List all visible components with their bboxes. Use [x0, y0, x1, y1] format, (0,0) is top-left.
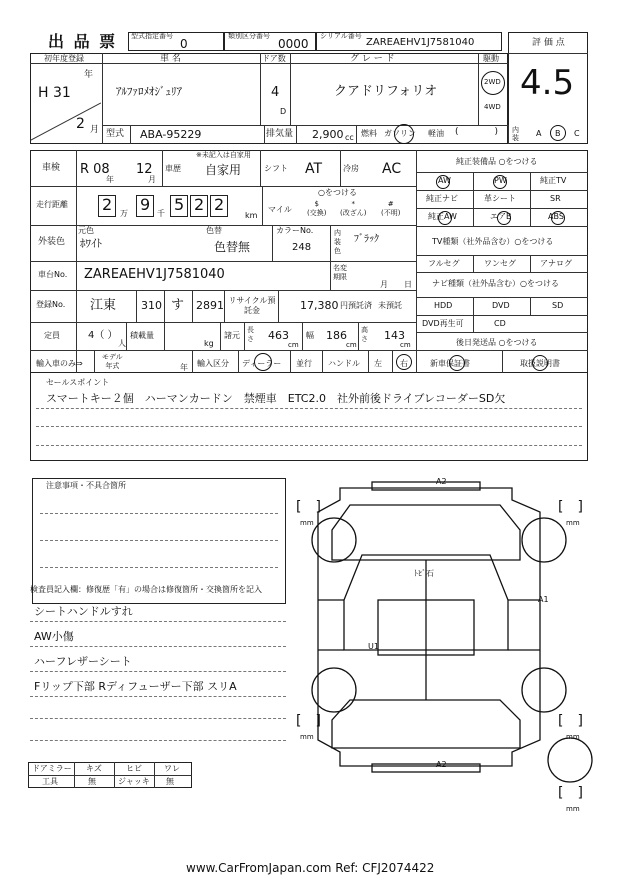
grade-label: グ レ ー ド	[350, 54, 395, 64]
mark-rear: A2	[436, 760, 447, 769]
tv-oneseg: ワンセグ	[484, 259, 516, 268]
car-name-label: 車 名	[160, 54, 181, 64]
model-year-label: モデル 年式	[102, 353, 123, 370]
height-unit: cm	[400, 341, 411, 349]
inspection-month: 12	[136, 162, 153, 177]
color-change-value: 色替無	[214, 240, 251, 254]
history-value: 自家用	[205, 163, 242, 177]
document-title: 出 品 票	[48, 32, 118, 51]
legend-value-4: 無	[166, 777, 174, 786]
displacement-label: 排気量	[266, 129, 294, 139]
drive-value: 2WD	[484, 78, 501, 86]
load-label: 積載量	[130, 331, 154, 340]
navi-title: ナビ種類（社外品含む）○をつける	[432, 279, 559, 288]
doors-label: ドア数	[262, 54, 286, 63]
first-reg-month: 2	[76, 116, 85, 132]
equip-pw: PW	[494, 176, 507, 185]
displacement-unit: cc	[345, 133, 354, 142]
interior-grade-c: C	[574, 129, 580, 138]
sen-unit: 千	[157, 209, 165, 218]
drive-label: 駆動	[483, 54, 499, 63]
mileage-flags-note: ○をつける	[318, 188, 357, 197]
model-code-value: 0	[180, 37, 188, 51]
tire-bracket-spare: [ ]	[558, 785, 583, 801]
handle-label: ハンドル	[328, 359, 360, 368]
reg-kana: す	[171, 298, 185, 313]
equip-airbag: エアB	[490, 212, 512, 221]
type-label: 型式	[106, 129, 125, 139]
width-unit: cm	[346, 341, 357, 349]
mark-front: A2	[436, 477, 447, 486]
note-line-1: シートハンドルすれ	[34, 605, 133, 618]
reg-number: 2891	[196, 299, 224, 312]
color-no-label: カラーNo.	[276, 226, 314, 235]
equip-sr: SR	[550, 194, 561, 203]
mile-label: マイル	[268, 205, 292, 214]
km-unit: km	[245, 211, 258, 220]
shift-value: AT	[305, 161, 323, 177]
tire-bracket-fl: [ ]	[296, 499, 321, 515]
chassis-value: ZAREAEHV1J7581040	[84, 267, 225, 282]
model-year-unit: 年	[180, 363, 188, 372]
inspection-label: 車検	[42, 163, 61, 173]
legend-value-3: ジャッキ	[118, 777, 150, 786]
legend-header-3: ヒビ	[126, 764, 142, 773]
equipment-title: 純正装備品 ○をつける	[456, 157, 538, 166]
mileage-digit-4: 2	[194, 195, 205, 214]
parallel-label: 並行	[296, 359, 312, 368]
tv-analog: アナログ	[540, 259, 572, 268]
mark-roof: ﾄﾋﾞ石	[414, 569, 434, 578]
color-label: 外装色	[38, 237, 66, 247]
sales-text: スマートキー２個 ハーマンカードン 禁煙車 ETC2.0 社外前後ドライブレコーダーSD欠	[46, 392, 506, 405]
interior-color-value: ﾌﾞﾗｯｸ	[354, 234, 379, 245]
recycle-label: リサイクル預託金	[228, 296, 276, 315]
equip-navi: 純正ナビ	[426, 194, 458, 203]
height-label: 高さ	[361, 326, 368, 343]
drive-alt: 4WD	[484, 103, 501, 111]
recycle-unpaid: 未預託	[378, 301, 402, 310]
mileage-digit-1: 2	[102, 195, 113, 214]
color-orig-label: 元色	[78, 226, 94, 235]
tire-mm-spare: mm	[566, 805, 580, 813]
name-change-label: 名変期限	[333, 264, 347, 281]
inspection-month-unit: 月	[148, 175, 156, 184]
inspection-year-unit: 年	[106, 175, 114, 184]
capacity-label: 定員	[44, 331, 60, 340]
class-code-label: 類別区分番号	[228, 32, 270, 40]
navi-sd: SD	[552, 301, 564, 310]
year-unit: 年	[84, 70, 94, 80]
navi-cd: CD	[494, 319, 506, 328]
dims-label: 諸元	[224, 331, 240, 340]
tire-mm-rr: mm	[566, 733, 580, 741]
interior-grade-a: A	[536, 129, 542, 138]
tire-mm-fr: mm	[566, 519, 580, 527]
tire-mm-rl: mm	[300, 733, 314, 741]
dealer-label: ディーラー	[242, 359, 282, 368]
diesel-label: 軽油	[428, 129, 444, 138]
equip-leather: 革シート	[484, 194, 516, 203]
load-unit: kg	[204, 339, 214, 348]
after-manual: 取扱説明書	[520, 359, 560, 368]
after-warranty: 新車保証書	[430, 359, 470, 368]
tv-fullseg: フルセグ	[428, 259, 460, 268]
mileage-digit-2: 9	[140, 195, 151, 214]
capacity-value: 4（ ）	[88, 330, 118, 341]
tire-bracket-fr: [ ]	[558, 499, 583, 515]
note-line-3: ハーフレザーシート	[34, 655, 132, 668]
length-unit: cm	[288, 341, 299, 349]
tamper-label: * (改ざん)	[340, 200, 367, 217]
grade-value: クアドリフォリオ	[334, 84, 438, 99]
serial-label: シリアル番号	[320, 32, 362, 40]
color-value: ﾎﾜｲﾄ	[80, 237, 102, 250]
navi-hdd: HDD	[434, 301, 453, 310]
serial-value: ZAREAEHV1J7581040	[366, 37, 475, 48]
interior-color-label: 内装色	[334, 229, 341, 255]
equip-abs: ABS	[548, 212, 564, 221]
tv-title: TV種類（社外品含む）○をつける	[432, 237, 554, 246]
equip-genuine-aw: 純正AW	[428, 212, 457, 221]
shift-label: シフト	[264, 164, 288, 173]
tire-bracket-rr: [ ]	[558, 713, 583, 729]
inspector-label: 検査員記入欄：修復歴「有」の場合は修復箇所・交換箇所を記入	[30, 585, 262, 594]
first-reg-label: 初年度登録	[44, 54, 84, 63]
footer-url: www.CarFromJapan.com Ref: CFJ2074422	[186, 861, 435, 875]
interior-grade-b: B	[555, 129, 561, 138]
score-value: 4.5	[520, 63, 575, 103]
legend-header-2: キズ	[86, 764, 102, 773]
height-value: 143	[384, 329, 405, 342]
mileage-digit-3: 5	[174, 195, 185, 214]
tire-bracket-rl: [ ]	[296, 713, 321, 729]
score-label: 評 価 点	[532, 38, 565, 48]
left-label: 左	[374, 359, 382, 368]
fuel-label: 燃料	[361, 129, 377, 138]
interior-label: 内装	[512, 126, 519, 142]
displacement-value: 2,900	[312, 128, 344, 141]
diesel-bracket: ( )	[455, 127, 499, 137]
legend-header-1: ドアミラー	[32, 764, 72, 773]
note-line-4: Fリップ下部 Rディフューザー下部 スリA	[34, 680, 237, 693]
first-reg-era: H 31	[38, 85, 71, 101]
legend-value-1: 工具	[42, 777, 58, 786]
doors-value: 4	[271, 85, 280, 100]
recycle-status: 円預託済	[340, 301, 372, 310]
note-line-2: AW小傷	[34, 630, 74, 643]
name-change-units: 月 日	[380, 280, 412, 289]
unknown-label: # (不明)	[381, 200, 401, 217]
navi-dvd: DVD	[492, 301, 510, 310]
color-no-value: 248	[292, 242, 312, 253]
legend-header-4: ワレ	[164, 764, 180, 773]
equip-tv: 純正TV	[540, 176, 567, 185]
model-code-label: 型式指定番号	[131, 32, 173, 40]
tire-mm-fl: mm	[300, 519, 314, 527]
right-label: 右	[400, 359, 408, 368]
notes-label: 注意事項・不具合箇所	[46, 481, 126, 490]
equip-aw: AW	[438, 176, 451, 185]
month-unit: 月	[90, 125, 100, 135]
import-label: 輸入車のみ⇒	[36, 359, 83, 368]
reg-area: 江東	[90, 298, 117, 313]
car-name: ｱﾙﾌｧﾛﾒｵｼﾞｭﾘｱ	[116, 85, 182, 98]
doors-sub: D	[280, 107, 287, 116]
man-unit: 万	[120, 209, 128, 218]
history-label: 車歴	[165, 164, 181, 173]
type-value: ABA-95229	[140, 128, 202, 141]
sales-label: セールスポイント	[46, 378, 110, 387]
mark-right-side: A1	[538, 595, 549, 604]
width-label: 幅	[306, 331, 314, 340]
length-label: 長さ	[247, 326, 254, 343]
recycle-value: 17,380	[300, 299, 339, 312]
import-category-label: 輸入区分	[197, 359, 229, 368]
length-value: 463	[268, 329, 289, 342]
inspection-era: R 08	[80, 162, 110, 177]
history-note: ※未記入は自家用	[196, 151, 251, 159]
legend-value-2: 無	[88, 777, 96, 786]
aircon-value: AC	[382, 161, 402, 177]
capacity-unit: 人	[118, 339, 126, 348]
mileage-digit-5: 2	[214, 195, 225, 214]
fuel-value: ガソリン	[384, 129, 416, 138]
class-code-value: 0000	[278, 37, 309, 51]
width-value: 186	[326, 329, 347, 342]
navi-dvd-play: DVD再生可	[422, 319, 464, 328]
swap-label: $ (交換)	[307, 200, 327, 217]
color-change-label: 色替	[206, 226, 222, 235]
mileage-label: 走行距離	[36, 200, 68, 209]
after-title: 後日発送品 ○をつける	[456, 338, 538, 347]
reg-class: 310	[141, 299, 162, 312]
mark-left-side: U1	[368, 642, 379, 651]
chassis-label: 車台No.	[38, 270, 68, 279]
aircon-label: 冷房	[343, 164, 359, 173]
reg-label: 登録No.	[36, 300, 66, 309]
